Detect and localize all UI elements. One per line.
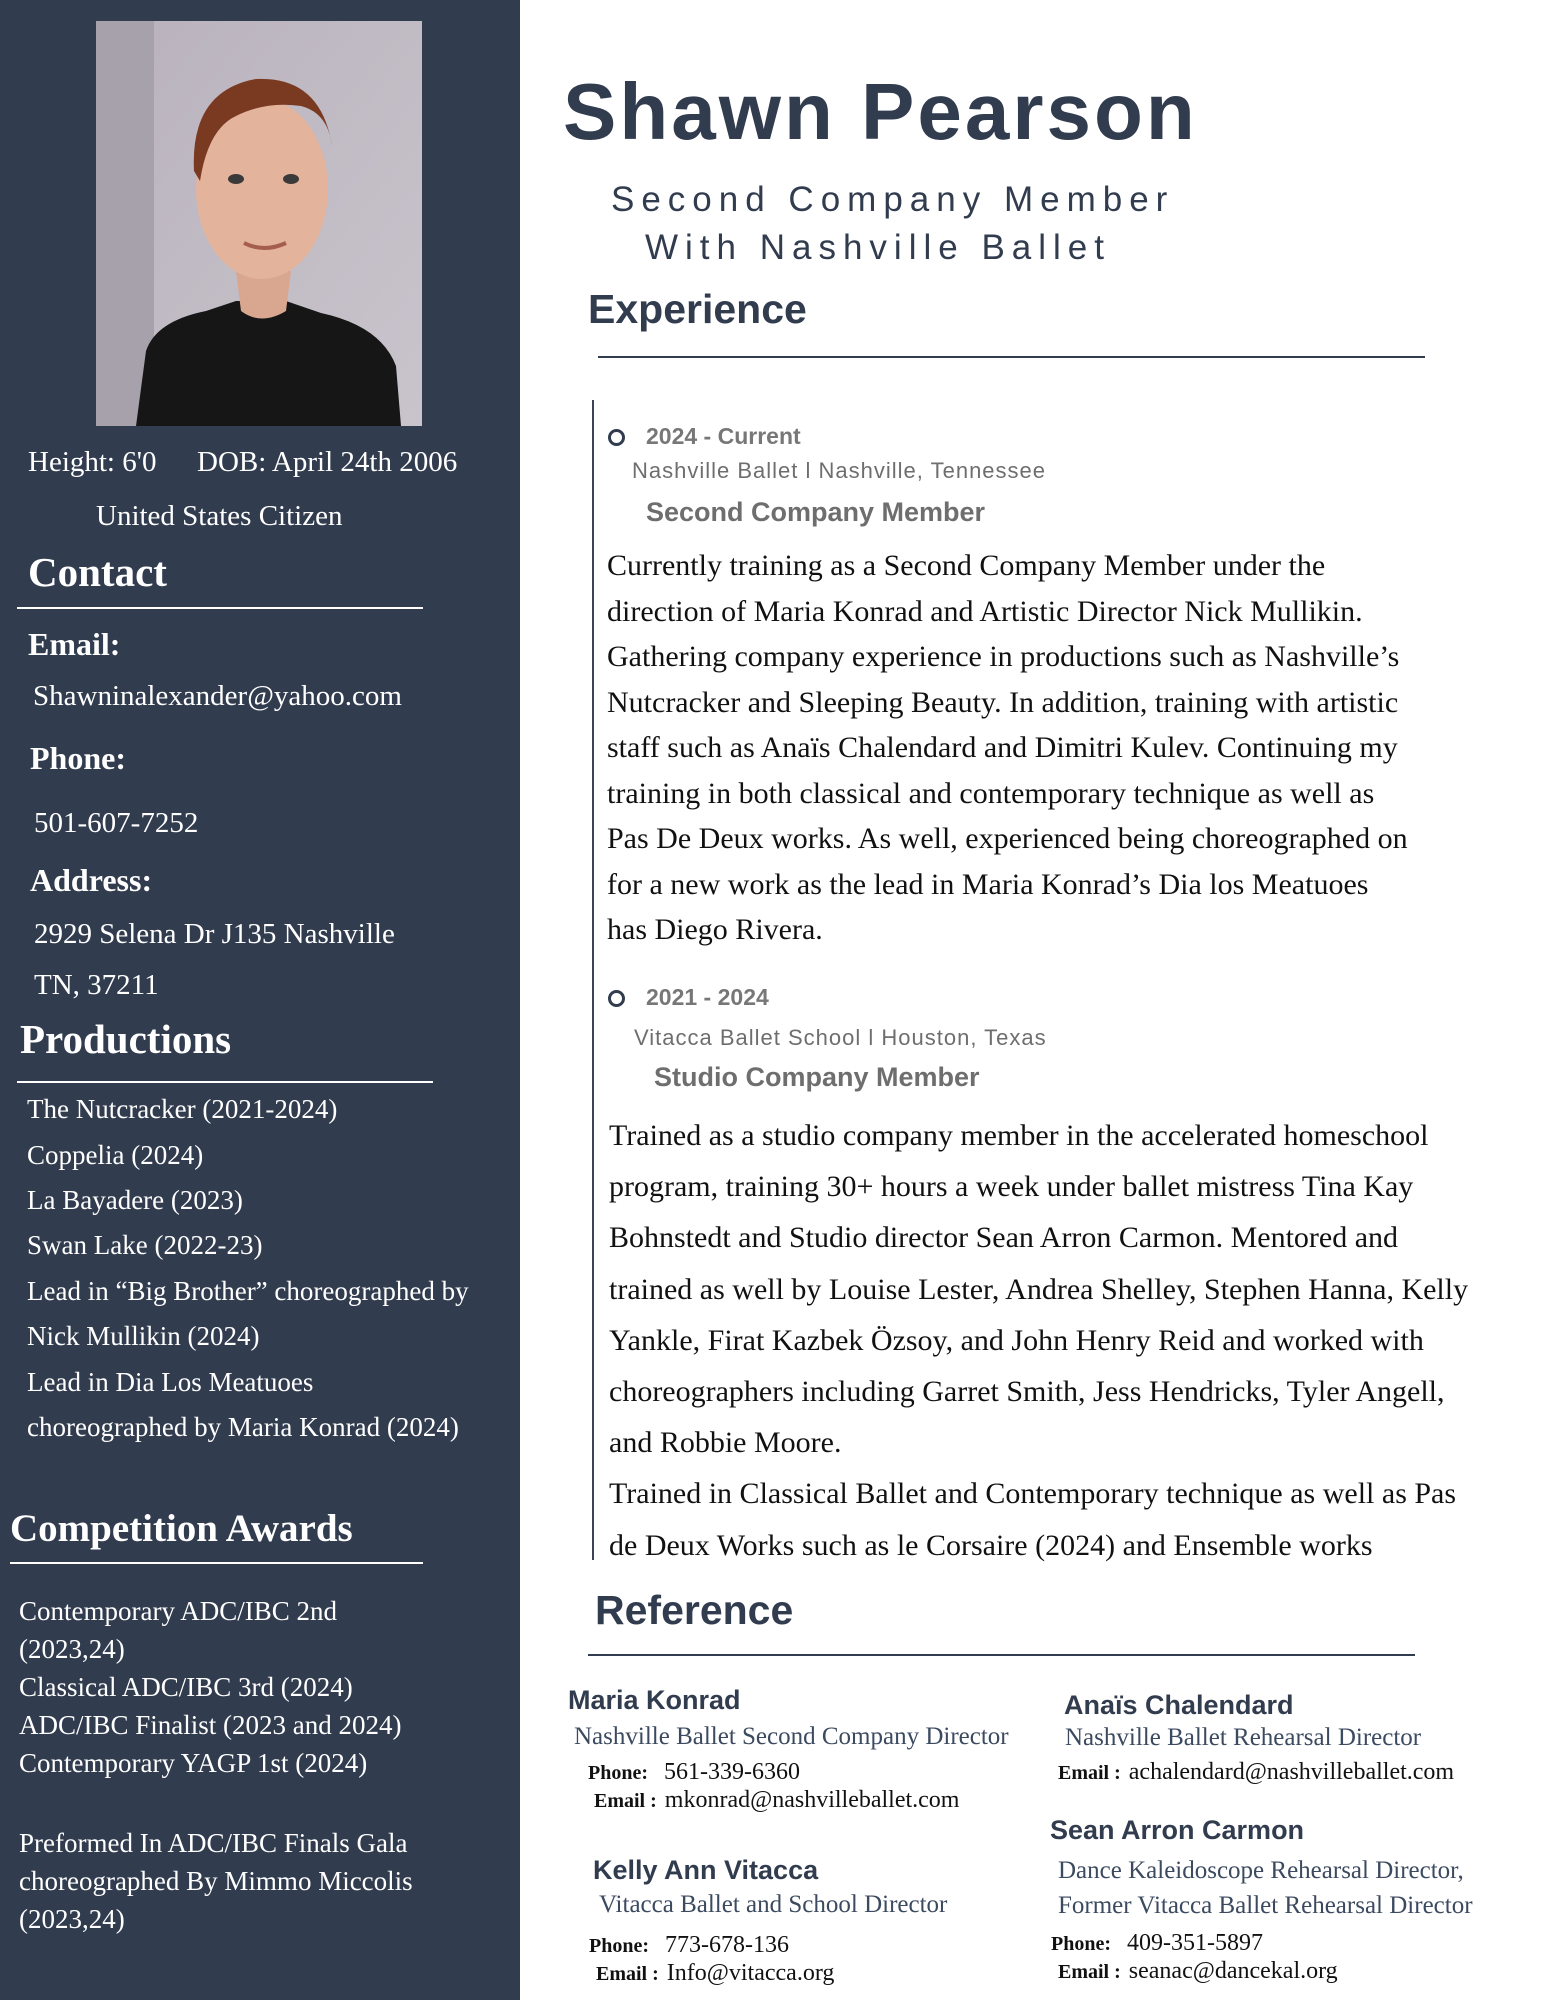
- reference-email[interactable]: Info@vitacca.org: [666, 1960, 835, 1986]
- email-label: Email :: [1058, 1762, 1121, 1784]
- experience-dates: 2021 - 2024: [646, 984, 769, 1010]
- tagline-line-1: Second Company Member: [611, 180, 1175, 219]
- experience-role: Second Company Member: [646, 497, 986, 527]
- production-item: Lead in “Big Brother” choreographed by: [27, 1276, 469, 1306]
- phone-label: Phone:: [588, 1762, 648, 1784]
- dob-text: DOB: April 24th 2006: [197, 446, 458, 478]
- email-value[interactable]: Shawninalexander@yahoo.com: [33, 680, 402, 712]
- reference-title: Dance Kaleidoscope Rehearsal Director,: [1058, 1857, 1464, 1884]
- experience-dates: 2024 - Current: [646, 423, 801, 449]
- productions-divider: [17, 1081, 433, 1083]
- reference-phone-row: [1051, 1930, 1263, 1957]
- description-line: for a new work as the lead in Maria Konrad’s Dia los Meatuoes: [607, 867, 1369, 901]
- reference-email[interactable]: achalendard@nashvilleballet.com: [1128, 1759, 1455, 1785]
- description-line: Trained as a studio company member in the accelerated homeschool: [609, 1119, 1429, 1152]
- description-line: de Deux Works such as le Corsaire (2024) and Ensemble works: [609, 1528, 1373, 1562]
- award-item: choreographed By Mimmo Miccolis: [19, 1866, 413, 1896]
- address-line-2: TN, 37211: [34, 969, 159, 1001]
- award-item: ADC/IBC Finalist (2023 and 2024): [19, 1710, 402, 1740]
- award-item: Classical ADC/IBC 3rd (2024): [19, 1672, 353, 1702]
- award-item: (2023,24): [19, 1904, 125, 1934]
- phone-label: Phone:: [30, 740, 126, 776]
- contact-divider: [17, 607, 423, 609]
- profile-photo: [96, 21, 422, 426]
- experience-org: Vitacca Ballet School l Houston, Texas: [634, 1025, 1047, 1050]
- description-line: program, training 30+ hours a week under ballet mistress Tina Kay: [609, 1170, 1414, 1204]
- height-text: Height: 6'0: [28, 446, 157, 478]
- reference-name: Kelly Ann Vitacca: [593, 1855, 819, 1885]
- reference-divider: [588, 1654, 1415, 1656]
- awards-divider: [10, 1562, 423, 1564]
- reference-email[interactable]: seanac@dancekal.org: [1128, 1958, 1338, 1984]
- description-line: choreographers including Garret Smith, Jess Hendricks, Tyler Angell,: [609, 1375, 1445, 1409]
- reference-name: Maria Konrad: [568, 1685, 741, 1715]
- reference-name: Anaïs Chalendard: [1064, 1690, 1294, 1720]
- experience-description: [609, 1110, 1468, 1571]
- reference-phone: 561-339-6360: [664, 1759, 800, 1785]
- award-item: Contemporary YAGP 1st (2024): [19, 1748, 368, 1778]
- description-line: Gathering company experience in productions such as Nashville’s: [607, 640, 1400, 673]
- description-line: direction of Maria Konrad and Artistic Director Nick Mullikin.: [607, 594, 1363, 628]
- awards-heading: Competition Awards: [10, 1507, 353, 1550]
- description-line: Nutcracker and Sleeping Beauty. In addition, training with artistic: [607, 685, 1399, 719]
- reference-title: Nashville Ballet Rehearsal Director: [1065, 1724, 1422, 1751]
- reference-email-row: [596, 1960, 834, 1987]
- production-item: Lead in Dia Los Meatuoes: [27, 1367, 314, 1397]
- description-line: trained as well by Louise Lester, Andrea Shelley, Stephen Hanna, Kelly: [609, 1272, 1469, 1306]
- experience-divider: [598, 356, 1425, 358]
- production-item: choreographed by Maria Konrad (2024): [27, 1412, 459, 1442]
- description-line: Trained in Classical Ballet and Contemporary technique as well as Pas: [609, 1477, 1457, 1511]
- productions-heading: Productions: [20, 1016, 232, 1062]
- contact-heading: Contact: [28, 549, 167, 595]
- address-label: Address:: [30, 862, 153, 898]
- award-item: (2023,24): [19, 1634, 125, 1664]
- reference-title: Vitacca Ballet and School Director: [599, 1891, 948, 1918]
- reference-email-row: [1058, 1958, 1338, 1985]
- award-item: Preformed In ADC/IBC Finals Gala: [19, 1828, 408, 1858]
- reference-name: Sean Arron Carmon: [1050, 1815, 1305, 1845]
- experience-org: Nashville Ballet l Nashville, Tennessee: [632, 458, 1047, 483]
- email-label: Email :: [594, 1790, 657, 1812]
- description-line: Currently training as a Second Company Member under the: [607, 549, 1326, 582]
- phone-label: Phone:: [1051, 1933, 1111, 1955]
- reference-title: Former Vitacca Ballet Rehearsal Director: [1058, 1892, 1473, 1919]
- reference-phone-row: [588, 1759, 800, 1786]
- reference-phone: 409-351-5897: [1127, 1930, 1263, 1956]
- email-label: Email:: [28, 626, 121, 662]
- description-line: Yankle, Firat Kazbek Özsoy, and John Henry Reid and worked with: [609, 1323, 1424, 1357]
- reference-email-row: [1058, 1759, 1454, 1786]
- experience-timeline: [592, 400, 594, 1560]
- reference-heading: Reference: [595, 1587, 794, 1633]
- production-item: Coppelia (2024): [27, 1140, 204, 1170]
- description-line: staff such as Anaïs Chalendard and Dimitri Kulev. Continuing my: [607, 731, 1398, 764]
- address-line-1: 2929 Selena Dr J135 Nashville: [34, 918, 395, 950]
- timeline-bullet-icon: [608, 990, 625, 1007]
- production-item: The Nutcracker (2021-2024): [27, 1094, 338, 1124]
- email-label: Email :: [596, 1963, 659, 1985]
- production-item: Swan Lake (2022-23): [27, 1230, 263, 1260]
- description-line: training in both classical and contemporary technique as well as: [607, 776, 1375, 810]
- reference-title: Nashville Ballet Second Company Director: [574, 1723, 1009, 1750]
- experience-role: Studio Company Member: [654, 1062, 980, 1092]
- email-label: Email :: [1058, 1961, 1121, 1983]
- description-line: Bohnstedt and Studio director Sean Arron Carmon. Mentored and: [609, 1221, 1399, 1255]
- reference-phone: 773-678-136: [665, 1932, 789, 1958]
- award-item: Contemporary ADC/IBC 2nd: [19, 1596, 337, 1626]
- citizenship-text: United States Citizen: [96, 500, 343, 532]
- production-item: Nick Mullikin (2024): [27, 1321, 260, 1351]
- production-item: La Bayadere (2023): [27, 1185, 243, 1215]
- experience-description: [607, 543, 1408, 953]
- description-line: Pas De Deux works. As well, experienced being choreographed on: [607, 822, 1408, 855]
- description-line: and Robbie Moore.: [609, 1426, 842, 1460]
- experience-heading: Experience: [588, 286, 807, 332]
- phone-label: Phone:: [589, 1935, 649, 1957]
- phone-value: 501-607-7252: [34, 807, 199, 839]
- reference-phone-row: [589, 1932, 789, 1959]
- timeline-bullet-icon: [608, 429, 625, 446]
- tagline-line-2: With Nashville Ballet: [645, 228, 1111, 267]
- sidebar: [0, 0, 520, 2000]
- reference-email[interactable]: mkonrad@nashvilleballet.com: [664, 1787, 960, 1813]
- reference-email-row: [594, 1787, 959, 1814]
- page-title: Shawn Pearson: [563, 67, 1198, 156]
- description-line: has Diego Rivera.: [607, 913, 823, 946]
